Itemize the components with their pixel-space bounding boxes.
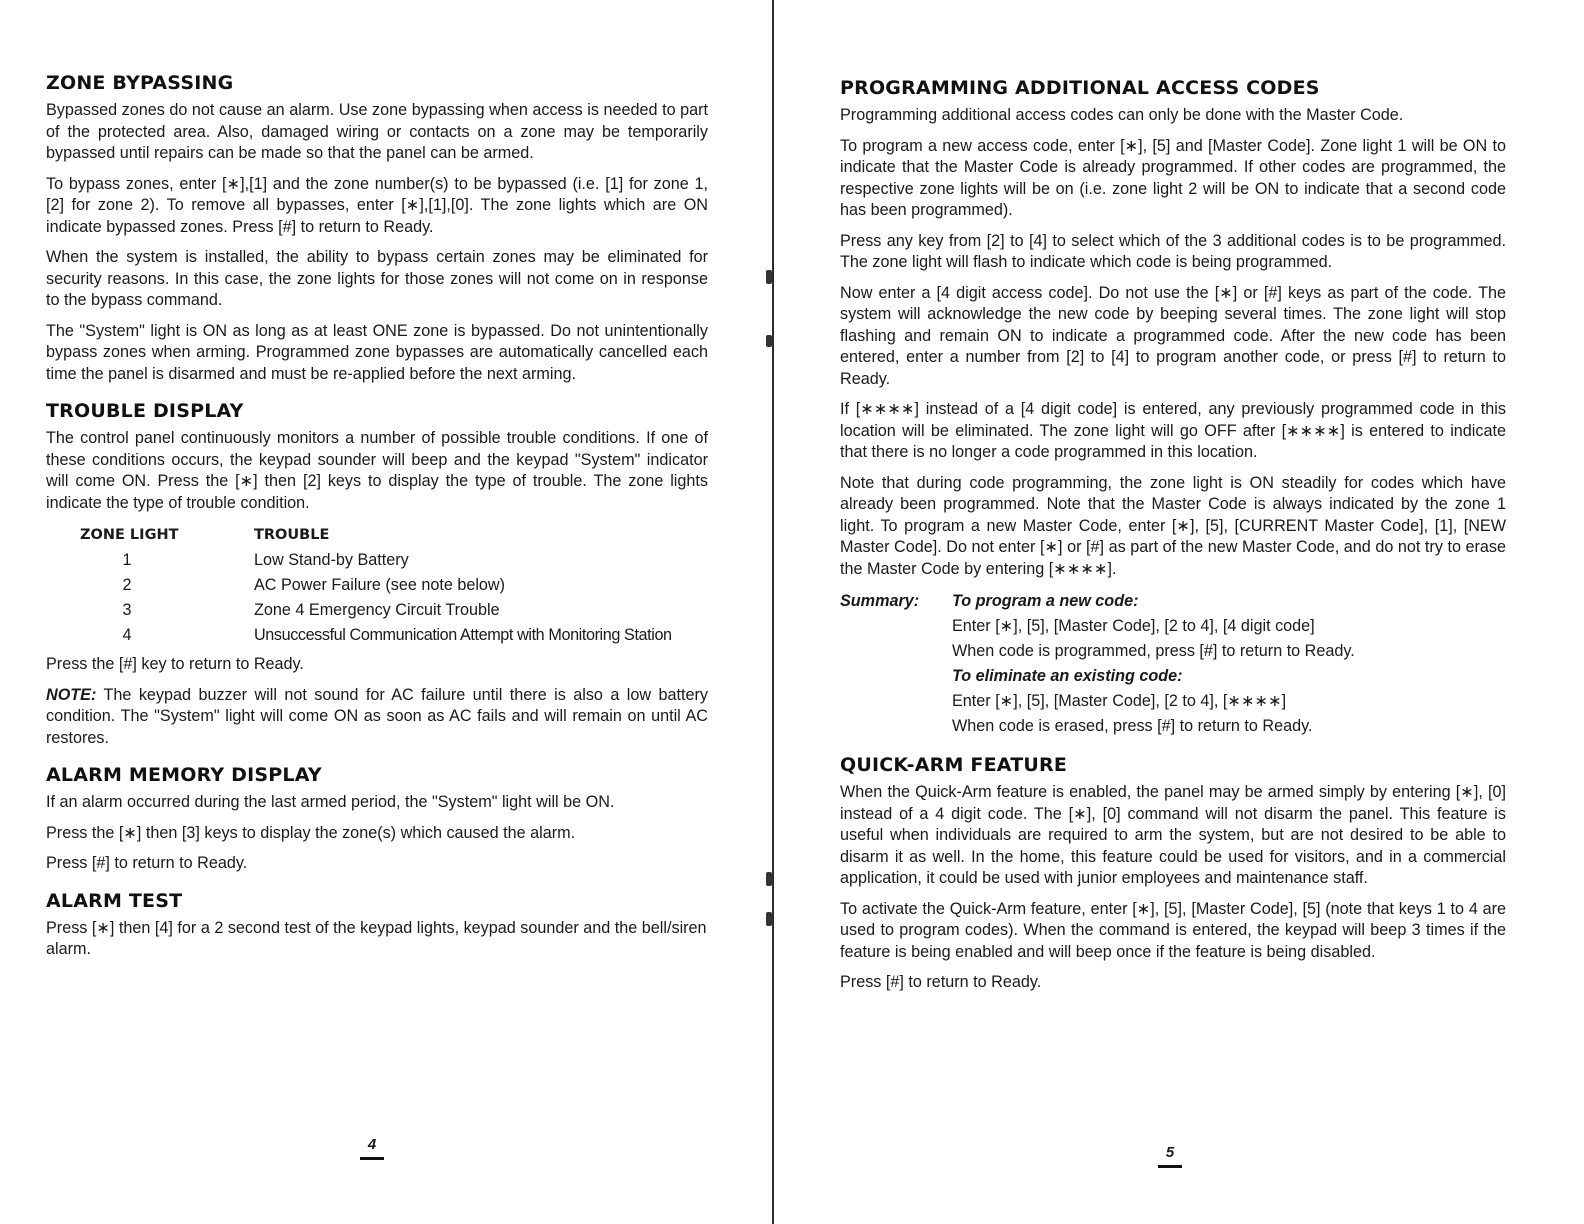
paragraph: Press the [#] key to return to Ready. <box>46 655 304 673</box>
note-paragraph <box>46 685 708 750</box>
summary-label: Summary: <box>840 592 920 610</box>
zone-number: 2 <box>122 576 132 594</box>
spine-mark <box>766 872 772 886</box>
quick-arm-section <box>840 754 1506 994</box>
paragraph: To bypass zones, enter [∗],[1] and the zone number(s) to be bypassed (i.e. [1] for zone 1, [2] for zone 2). To remove all bypasses, enter [∗],[1],[0]. The zone lights which are ON indicate bypassed zones. Press [#] to return to Ready. <box>46 174 708 236</box>
paragraph: When the Quick-Arm feature is enabled, the panel may be armed simply by entering [∗], [0] instead of a 4 digit code. The [∗], [0] command will not disarm the panel. This feature is useful when individuals are required to arm the system, but are not desired to be able to disarm it as well. In the home, this feature could be used for visitors, and in a commercial application, it could be used with junior employees and maintenance staff. <box>840 783 1506 887</box>
access-codes-heading: PROGRAMMING ADDITIONAL ACCESS CODES <box>840 77 1320 99</box>
table-row <box>46 548 708 573</box>
trouble-description: Low Stand-by Battery <box>254 551 409 569</box>
trouble-column-header: TROUBLE <box>254 527 330 543</box>
summary-body <box>952 589 1506 739</box>
spine-mark <box>766 335 772 347</box>
erase-code-heading: To eliminate an existing code: <box>952 667 1183 685</box>
paragraph: When the system is installed, the ability to bypass certain zones may be eliminated for security reasons. In this case, the zone lights for those zones will not come on in response to the bypass command. <box>46 248 708 309</box>
summary-row <box>840 589 1506 739</box>
paragraph: To program a new access code, enter [∗], [5] and [Master Code]. Zone light 1 will be ON to indicate that the Master Code is already programmed. If other codes are programmed, the respective zone lights will be on (i.e. zone light 2 will be ON to indicate that a second code has been programmed). <box>840 136 1506 219</box>
zone-number: 3 <box>122 601 132 619</box>
zone-number: 4 <box>122 626 132 644</box>
alarm-test-section <box>46 890 708 961</box>
trouble-description: Unsuccessful Communication Attempt with Monitoring Station <box>254 626 672 644</box>
table-row <box>46 573 708 598</box>
page-number: 5 <box>1155 1144 1185 1168</box>
note-text: The keypad buzzer will not sound for AC failure until there is also a low battery condition. The "System" light will come ON as soon as AC fails and will remain on until AC restores. <box>46 685 708 747</box>
paragraph: Bypassed zones do not cause an alarm. Use zone bypassing when access is needed to part of the protected area. Also, damaged wiring or contacts on a zone may be temporarily bypassed until repairs can be made so that the panel can be armed. <box>46 101 708 162</box>
paragraph: Note that during code programming, the zone light is ON steadily for codes which have already been programmed. Note that the Master Code is always indicated by the zone 1 light. To program a new Master Code, enter [∗], [5], [CURRENT Master Code], [1], [NEW Master Code]. Do not enter [∗] or [#] as part of the new Master Code, and do not try to erase the Master Code by entering [∗∗∗∗]. <box>840 473 1506 578</box>
alarm-test-heading: ALARM TEST <box>46 889 183 912</box>
left-page <box>0 0 780 1224</box>
paragraph: If an alarm occurred during the last armed period, the "System" light will be ON. <box>46 793 615 811</box>
zone-number: 1 <box>122 551 132 569</box>
summary-line: When code is programmed, press [#] to return to Ready. <box>952 642 1355 660</box>
new-code-heading: To program a new code: <box>952 592 1139 610</box>
summary-line: Enter [∗], [5], [Master Code], [2 to 4], [4 digit code] <box>952 617 1315 635</box>
paragraph: Now enter a [4 digit access code]. Do not use the [∗] or [#] keys as part of the code. The system will acknowledge the new code by beeping several times. The zone light will stop flashing and remain ON to indicate a programmed code. After the new code has been entered, enter a number from [2] to [4] to program another code, or press [#] to return to Ready. <box>840 283 1506 388</box>
trouble-table-header <box>46 523 708 548</box>
table-row <box>46 623 708 648</box>
zone-light-column-header: ZONE LIGHT <box>80 527 179 543</box>
table-row <box>46 598 708 623</box>
right-page <box>786 0 1584 1224</box>
trouble-display-heading: TROUBLE DISPLAY <box>46 400 244 422</box>
paragraph: If [∗∗∗∗] instead of a [4 digit code] is entered, any previously programmed code in this location will be eliminated. The zone light will go OFF after [∗∗∗∗] is entered to indicate that there is no longer a code programmed in this location. <box>840 400 1506 461</box>
right-column <box>840 77 1506 1009</box>
zone-bypassing-heading: ZONE BYPASSING <box>46 72 234 94</box>
trouble-description: Zone 4 Emergency Circuit Trouble <box>254 601 500 619</box>
summary-block <box>840 589 1506 739</box>
spine-mark <box>766 270 772 284</box>
book-spine <box>772 0 774 1224</box>
paragraph: Press the [∗] then [3] keys to display the zone(s) which caused the alarm. <box>46 823 576 842</box>
paragraph: Press any key from [2] to [4] to select which of the 3 additional codes is to be programmed. The zone light will flash to indicate which code is being programmed. <box>840 231 1506 271</box>
alarm-memory-heading: ALARM MEMORY DISPLAY <box>46 764 322 786</box>
left-column <box>46 72 708 976</box>
summary-line: When code is erased, press [#] to return to Ready. <box>952 717 1313 735</box>
alarm-memory-section <box>46 764 708 875</box>
paragraph: Press [∗] then [4] for a 2 second test of the keypad lights, keypad sounder and the bell/siren alarm. <box>46 918 707 958</box>
paragraph: Press [#] to return to Ready. <box>46 854 248 872</box>
trouble-table <box>46 523 708 648</box>
paragraph: The "System" light is ON as long as at least ONE zone is bypassed. Do not unintentionally bypass zones when arming. Programmed zone bypasses are automatically cancelled each time the panel is disarmed and must be re-applied before the next arming. <box>46 321 708 383</box>
quick-arm-heading: QUICK-ARM FEATURE <box>840 754 1067 776</box>
trouble-display-section <box>46 400 708 749</box>
paragraph: To activate the Quick-Arm feature, enter [∗], [5], [Master Code], [5] (note that keys 1 to 4 are used to program codes). When the command is entered, the keypad will beep 3 times if the feature is being enabled and will beep once if the feature is being disabled. <box>840 899 1506 961</box>
access-codes-section <box>840 77 1506 739</box>
paragraph: The control panel continuously monitors a number of possible trouble conditions. If one of these conditions occurs, the keypad sounder will beep and the keypad "System" indicator will come ON. Press the [∗] then [2] keys to display the type of trouble. The zone lights indicate the type of trouble condition. <box>46 429 708 512</box>
spine-mark <box>766 912 772 926</box>
paragraph: Press [#] to return to Ready. <box>840 973 1042 991</box>
page-number: 4 <box>357 1136 387 1160</box>
trouble-description: AC Power Failure (see note below) <box>254 576 506 594</box>
paragraph: Programming additional access codes can only be done with the Master Code. <box>840 106 1404 124</box>
note-label: NOTE: <box>46 685 97 704</box>
summary-line: Enter [∗], [5], [Master Code], [2 to 4], [∗∗∗∗] <box>952 692 1287 710</box>
zone-bypassing-section <box>46 72 708 385</box>
